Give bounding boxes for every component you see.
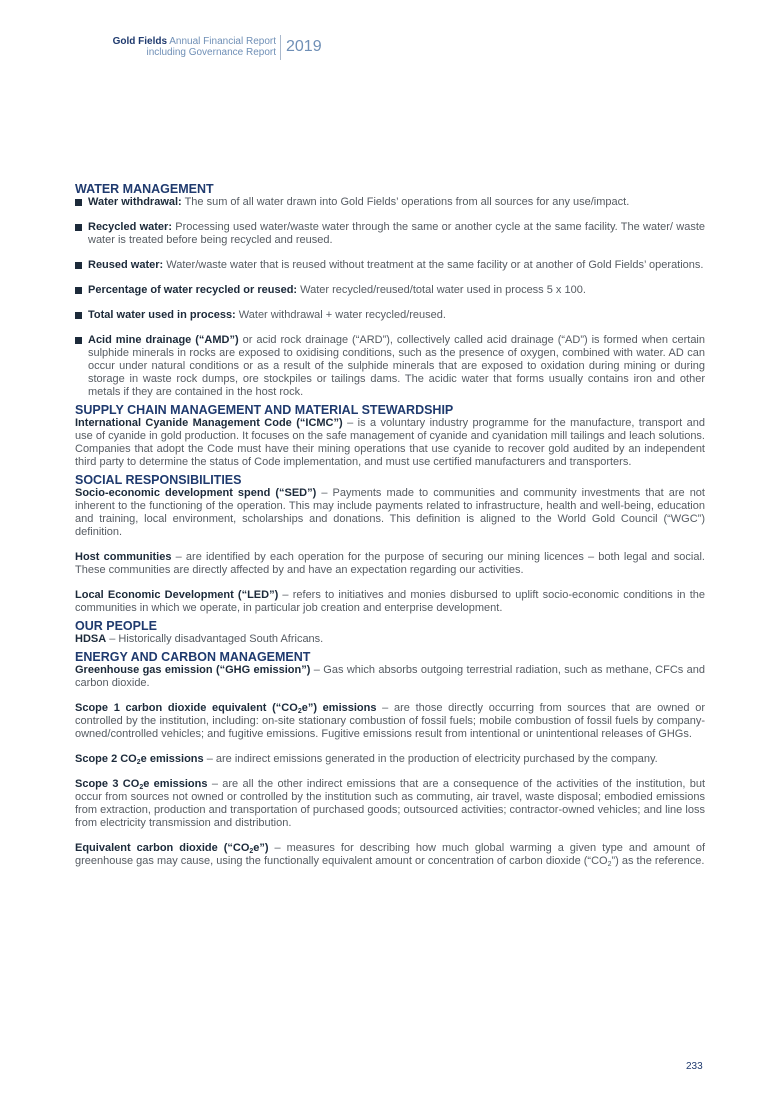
definition: – measures for describing how much global warming a given type and amount of greenhouse gas may cause, using the functionally equivalent amount or concentration of carbon dioxide $(“CO_2”)$ as the reference. — [75, 842, 705, 868]
term: Acid mine drainage (“AMD”) — [88, 334, 239, 346]
definition: – Payments made to communities and community investments that are not inherent to the functioning of the operation. This may include payments related to infrastructure, health and well-being, education and training, local environment, scholarships and donations. This definition is aligned to the World Gold Council (“WGC”) definition. — [75, 487, 705, 538]
term: Total water used in process: — [88, 309, 236, 321]
term: Local Economic Development (“LED”) — [75, 589, 279, 601]
bullet-square-icon — [75, 287, 82, 294]
definition: – are all the other indirect emissions that are a consequence of the activities of the institution, but occur from sources not owned or controlled by the institution such as commuting, air travel, waste disposal; embodied emissions from extraction, production and transportation of purchased goods; outsourced activities; contractor-owned vehicles; and line loss from electricity transmission and distribution. — [75, 778, 705, 829]
definition: – are identified by each operation for the purpose of securing our mining licences – both legal and social. These communities are directly affected by and have an expectation regarding our activities. — [75, 551, 705, 576]
term: HDSA — [75, 633, 107, 645]
definition: or acid rock drainage (“ARD”), collectively called acid drainage (“AD”) is formed when certain sulphide minerals in rocks are exposed to oxidising conditions, such as the presence of oxygen, combined with water. AD can occur under natural conditions or as a result of the sulphide minerals that are exposed to oxidation during mining or during storage in waste rock dumps, ore stockpiles or tailings dams. The acidic water that forms usually contains iron and other metals if they are contained in the host rock. — [88, 334, 705, 398]
definition: Processing used water/waste water through the same or another cycle at the same facility. The water/ waste water is treated before being recycled and reused. — [88, 221, 705, 246]
term: Scope 1 carbon dioxide equivalent $(“CO_2e”)$ emissions — [75, 702, 377, 715]
list-item — [75, 309, 705, 322]
definition: Water withdrawal + water recycled/reused. — [235, 309, 446, 321]
led-definition — [75, 589, 705, 615]
definition: – refers to initiatives and monies disbursed to uplift socio-economic conditions in the communities in which we operate, in particular job creation and enterprise development. — [75, 589, 705, 614]
co2e-definition — [75, 842, 705, 868]
report-year: 2019 — [286, 38, 322, 55]
list-item — [75, 334, 705, 399]
host-communities-definition — [75, 551, 705, 577]
term: Equivalent carbon dioxide $(“CO_2e”)$ — [75, 842, 269, 855]
social-responsibilities-heading: SOCIAL RESPONSIBILITIES — [75, 473, 242, 487]
definition: – are those directly occurring from sources that are owned or controlled by the institution, including: on-site stationary combustion of fossil fuels; mobile combustion of fossil fuels by company-owned/controlled vehicles; and fugitive emissions. Fugitive emissions result from intentional or unintentional releases of GHGs. — [75, 702, 706, 740]
glossary-content — [75, 182, 705, 868]
water-management-heading: WATER MANAGEMENT — [75, 182, 214, 196]
list-item — [75, 259, 705, 272]
report-subtitle: including Governance Report — [146, 47, 276, 58]
bullet-square-icon — [75, 312, 82, 319]
bullet-square-icon — [75, 199, 82, 206]
definition: The sum of all water drawn into Gold Fields’ operations from all sources for any use/impact. — [181, 196, 630, 208]
term: Scope 2 $CO_2e$ emissions — [75, 753, 204, 766]
page-number: 233 — [686, 1061, 703, 1072]
term: Reused water: — [88, 259, 164, 271]
header-line-1 — [113, 36, 276, 47]
hdsa-definition — [75, 633, 705, 646]
definition: – are indirect emissions generated in the production of electricity purchased by the company. — [203, 753, 658, 765]
term: Percentage of water recycled or reused: — [88, 284, 298, 296]
definition: – Gas which absorbs outgoing terrestrial radiation, such as methane, CFCs and carbon dioxide. — [75, 664, 705, 689]
supply-chain-heading: SUPPLY CHAIN MANAGEMENT AND MATERIAL STEWARDSHIP — [75, 403, 454, 417]
icmc-definition — [75, 417, 705, 469]
definition: – is a voluntary industry programme for the manufacture, transport and use of cyanide in gold production. It focuses on the safe management of cyanide and cyanidation mill tailings and leach solutions. Companies that adopt the Code must have their mining operations that use cyanide to recover gold audited by an independent third party to determine the status of Code implementation, and must use certified manufacturers and transporters. — [75, 417, 705, 468]
list-item — [75, 196, 705, 209]
scope1-definition — [75, 702, 705, 741]
scope3-definition — [75, 778, 705, 830]
term: International Cyanide Management Code (“ICMC”) — [75, 417, 343, 429]
definition: Water recycled/reused/total water used in process 5 x 100. — [297, 284, 586, 296]
term: Water withdrawal: — [88, 196, 182, 208]
term: Socio-economic development spend (“SED”) — [75, 487, 317, 499]
term: Recycled water: — [88, 221, 172, 233]
sed-definition — [75, 487, 705, 539]
our-people-heading: OUR PEOPLE — [75, 619, 157, 633]
term: Greenhouse gas emission (“GHG emission”) — [75, 664, 311, 676]
report-title: Annual Financial Report — [169, 36, 276, 47]
term: Host communities — [75, 551, 172, 563]
header-divider — [280, 35, 281, 60]
list-item — [75, 221, 705, 247]
ghg-definition — [75, 664, 705, 690]
bullet-square-icon — [75, 337, 82, 344]
energy-carbon-heading: ENERGY AND CARBON MANAGEMENT — [75, 650, 311, 664]
scope2-definition — [75, 753, 705, 766]
definition: – Historically disadvantaged South Africans. — [106, 633, 324, 645]
term: Scope 3 $CO_2e$ emissions — [75, 778, 208, 791]
report-header — [113, 36, 276, 58]
list-item — [75, 284, 705, 297]
bullet-square-icon — [75, 224, 82, 231]
brand-name: Gold Fields — [112, 36, 168, 47]
definition: Water/waste water that is reused without treatment at the same facility or at another of Gold Fields’ operations. — [163, 259, 704, 271]
bullet-square-icon — [75, 262, 82, 269]
